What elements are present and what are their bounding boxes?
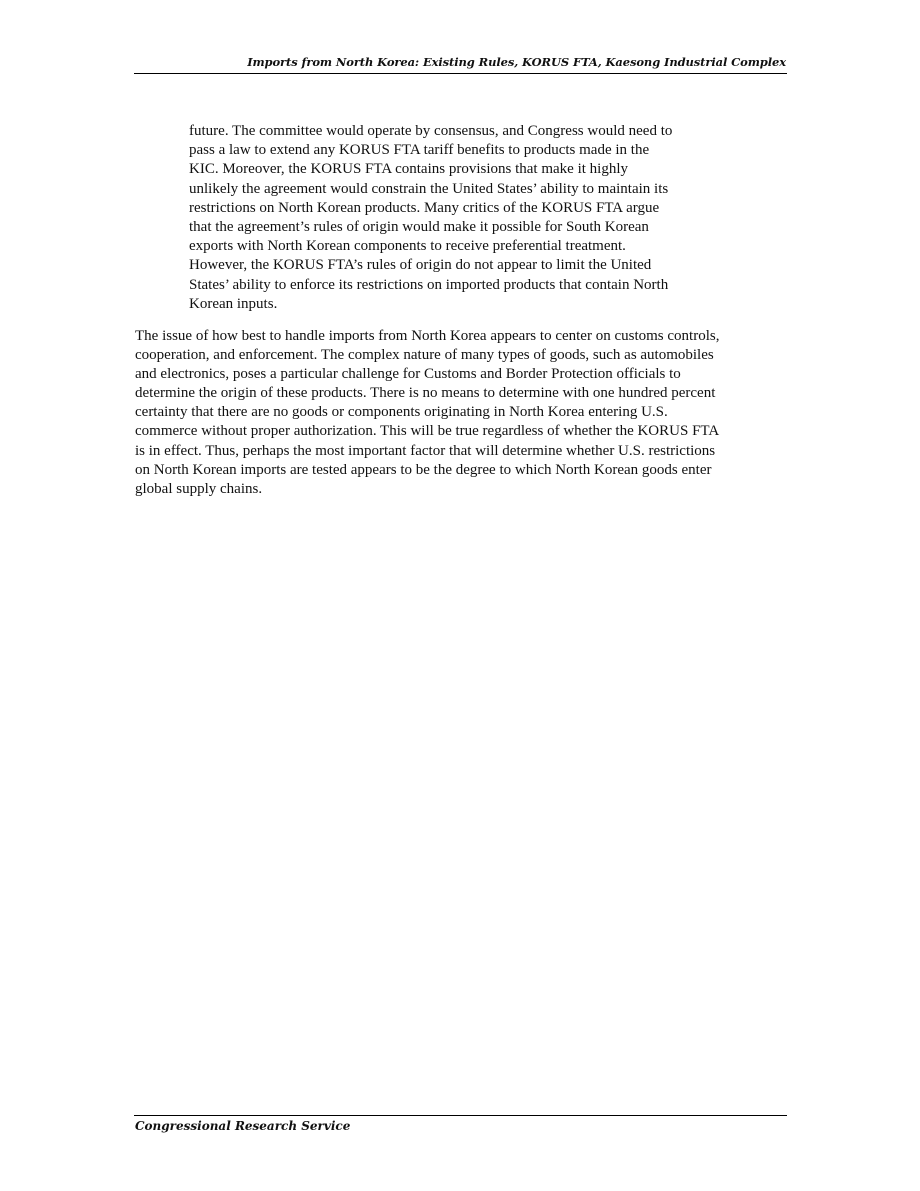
text-line: pass a law to extend any KORUS FTA tariff benefits to products made in the — [189, 142, 650, 159]
text-line: restrictions on North Korean products. Many critics of the KORUS FTA argue — [189, 199, 660, 216]
text-line: and electronics, poses a particular challenge for Customs and Border Protection officials to — [135, 366, 681, 383]
text-line: is in effect. Thus, perhaps the most important factor that will determine whether U.S. restrictions — [135, 442, 716, 459]
text-line: Korean inputs. — [189, 295, 278, 312]
text-line: future. The committee would operate by consensus, and Congress would need to — [189, 123, 673, 139]
text-line: on North Korean imports are tested appears to be the degree to which North Korean goods enter — [135, 461, 712, 478]
text-line: States’ ability to enforce its restrictions on imported products that contain North — [189, 276, 669, 293]
text-line: determine the origin of these products. There is no means to determine with one hundred percent — [135, 385, 716, 402]
text-line: commerce without proper authorization. This will be true regardless of whether the KORUS FTA — [135, 423, 720, 440]
page-header — [134, 54, 787, 74]
text-line: certainty that there are no goods or components originating in North Korea entering U.S. — [135, 404, 668, 421]
page-footer — [134, 1115, 787, 1133]
text-line: The issue of how best to handle imports from North Korea appears to center on customs controls, — [135, 328, 720, 344]
text-line: KIC. Moreover, the KORUS FTA contains provisions that make it highly — [189, 161, 628, 178]
footer-organization: Congressional Research Service — [135, 1119, 351, 1133]
body-paragraph — [135, 327, 785, 499]
text-line: cooperation, and enforcement. The complex nature of many types of goods, such as automobiles — [135, 347, 714, 364]
text-line: exports with North Korean components to receive preferential treatment. — [189, 238, 626, 255]
text-line: However, the KORUS FTA’s rules of origin do not appear to limit the United — [189, 257, 652, 274]
indented-quote-block — [189, 122, 734, 314]
running-title: Imports from North Korea: Existing Rules, KORUS FTA, Kaesong Industrial Complex — [247, 55, 786, 69]
text-line: that the agreement’s rules of origin would make it possible for South Korean — [189, 219, 649, 236]
text-line: unlikely the agreement would constrain the United States’ ability to maintain its — [189, 180, 669, 197]
text-line: global supply chains. — [135, 480, 263, 497]
